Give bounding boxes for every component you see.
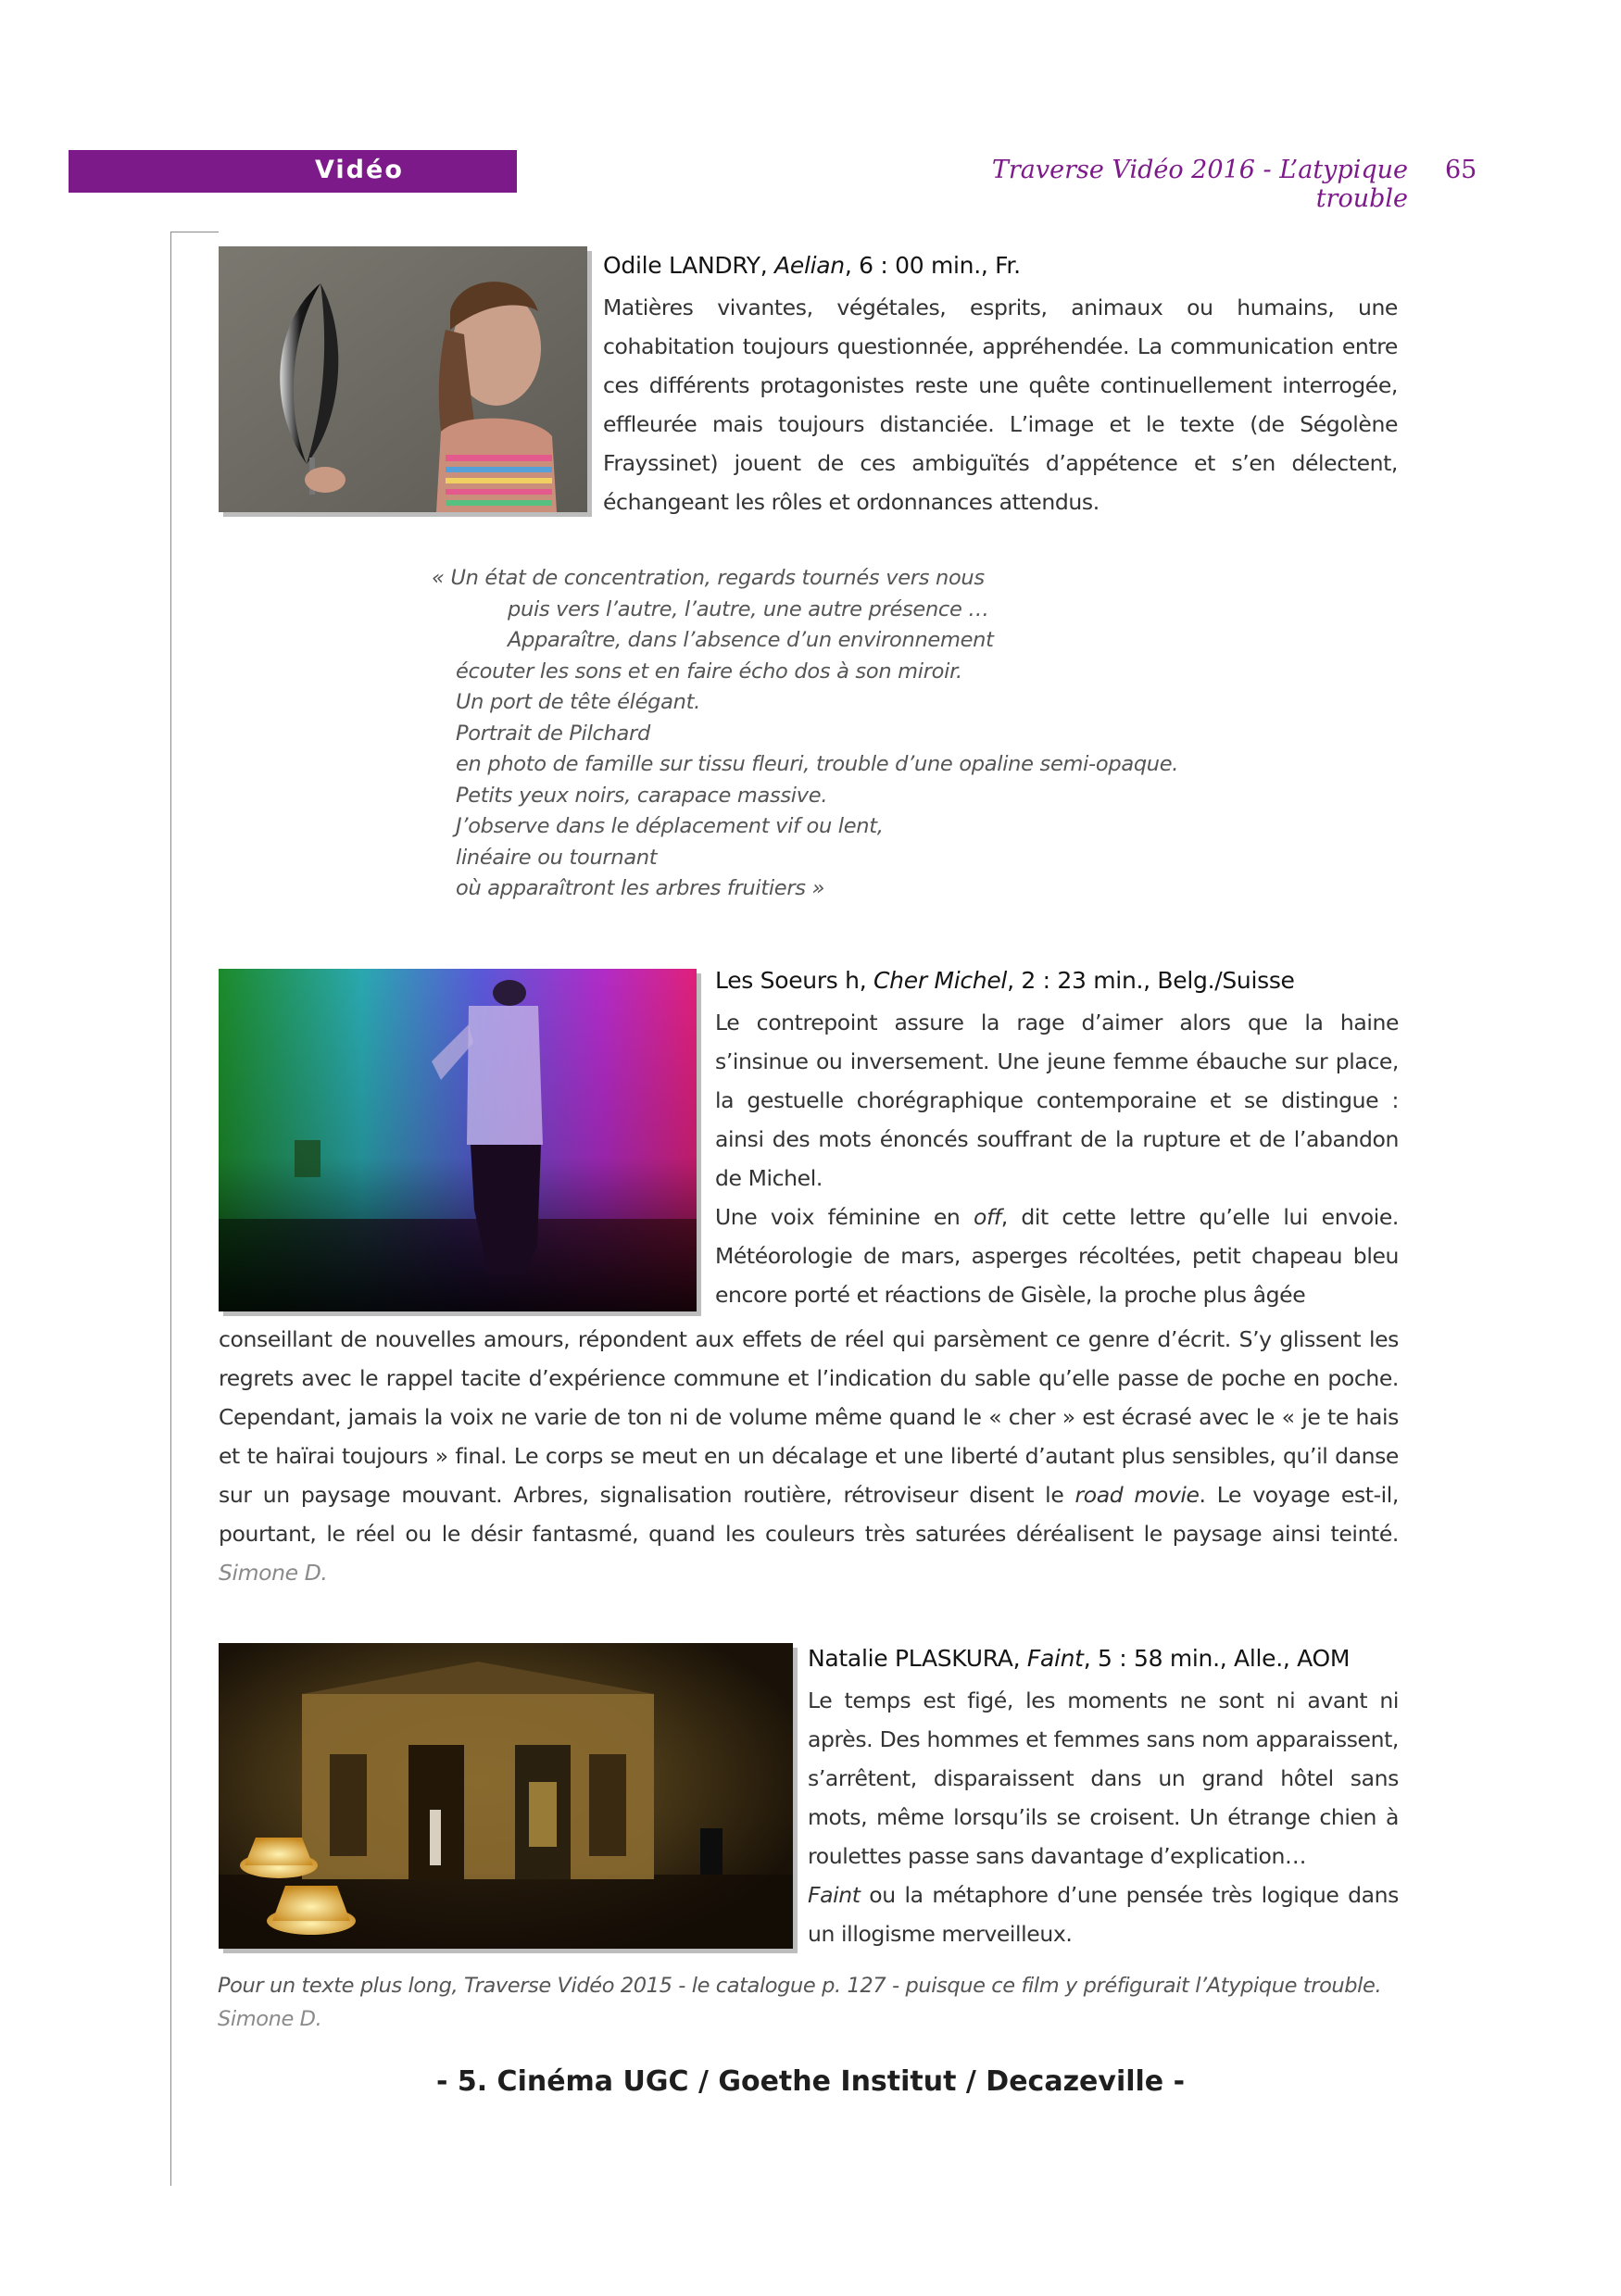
entry-title-aelian: Odile LANDRY, Aelian, 6 : 00 min., Fr. bbox=[603, 252, 1021, 279]
paragraph: Faint ou la métaphore d’une pensée très logique dans un illogisme merveilleux. bbox=[808, 1882, 1399, 1947]
paragraph: Le contrepoint assure la rage d’aimer alors que la haine s’insinue ou inversement. Une jeune femme ébauche sur place, la gestuelle chorégraphique contemporaine et se distingue : ainsi des mots énoncés souffrant de la rupture et de l’abandon de Michel. bbox=[715, 1010, 1399, 1191]
cher-michel-still-image bbox=[219, 969, 697, 1311]
entry-text-aelian: Matières vivantes, végétales, esprits, animaux ou humains, une cohabitation toujours questionnée, appréhendée. La communication entre ces différents protagonistes reste une quête continuellement interrogée, effleurée mais toujours distanciée. L’image et le texte (de Ségolène Frayssinet) jouent de ces ambiguïtés d’appétence et s’en délectent, échangeant les rôles et ordonnances attendus. bbox=[603, 295, 1398, 515]
page-number: 65 bbox=[1445, 156, 1477, 184]
venue-footer: - 5. Cinéma UGC / Goethe Institut / Decazeville - bbox=[435, 2065, 1186, 2098]
paragraph: Une voix féminine en off, dit cette lettre qu’elle lui envoie. Météorologie de mars, asperges récoltées, petit chapeau bleu encore porté et réactions de Gisèle, la proche plus âgée bbox=[715, 1204, 1399, 1308]
paragraph: Le temps est figé, les moments ne sont ni avant ni après. Des hommes et femmes sans nom apparaissent, s’arrêtent, disparaissent dans un grand hôtel sans mots, même lorsqu’ils se croisent. Un étrange chien à roulettes passe sans davantage d’explication… bbox=[808, 1687, 1399, 1869]
faint-still-image bbox=[219, 1643, 793, 1949]
signature: Simone D. bbox=[218, 2007, 322, 2031]
poem-line: Portrait de Pilchard bbox=[456, 721, 650, 746]
poem-line: Un port de tête élégant. bbox=[456, 690, 700, 714]
entry-text-cher-michel bbox=[715, 1003, 1399, 1314]
poem-line: en photo de famille sur tissu fleuri, trouble d’une opaline semi-opaque. bbox=[456, 752, 1179, 776]
faint-caption: Pour un texte plus long, Traverse Vidéo 2015 - le catalogue p. 127 - puisque ce film y préfigurait l’Atypique trouble. Simone D. bbox=[218, 1974, 1382, 2031]
poem-line: Apparaître, dans l’absence d’un environnement bbox=[508, 628, 994, 652]
aelian-still-image bbox=[219, 246, 587, 512]
poem-line: où apparaîtront les arbres fruitiers » bbox=[456, 876, 825, 900]
poem-line: Petits yeux noirs, carapace massive. bbox=[456, 783, 828, 808]
poem-line: écouter les sons et en faire écho dos à son miroir. bbox=[456, 659, 962, 684]
margin-rule-vertical bbox=[170, 232, 171, 2186]
section-header-bar bbox=[69, 150, 517, 193]
running-title: Traverse Vidéo 2016 - L’atypique trouble bbox=[991, 156, 1408, 213]
entry-text-faint bbox=[808, 1681, 1399, 1953]
poem-line: puis vers l’autre, l’autre, une autre présence … bbox=[508, 596, 989, 621]
entry-text-cher-michel-continued: conseillant de nouvelles amours, répondent aux effets de réel qui parsèment ce genre d’écrit. S’y glissent les regrets avec le rappel tacite d’expérience commune et l’indication du sable qu’elle passe de poche en poche. Cependant, jamais la voix ne varie de ton ni de volume même quand le « cher » est écrasé avec le « je te hais et te haïrai toujours » final. Le corps se meut en un décalage et une liberté d’autant plus sensibles, qu’il danse sur un paysage mouvant. Arbres, signalisation routière, rétroviseur disent le road movie. Le voyage est-il, pourtant, le réel ou le désir fantasmé, quand les couleurs très saturées déréalisent le paysage ainsi teinté. Simone D. bbox=[219, 1326, 1399, 1586]
entry-title-cher-michel: Les Soeurs h, Cher Michel, 2 : 23 min., Belg./Suisse bbox=[715, 967, 1295, 994]
section-label: Vidéo bbox=[315, 156, 404, 184]
poem-quote bbox=[432, 563, 1339, 905]
poem-line: linéaire ou tournant bbox=[456, 845, 658, 870]
poem-line: J’observe dans le déplacement vif ou lent, bbox=[456, 814, 884, 838]
signature: Simone D. bbox=[219, 1560, 328, 1586]
entry-title-faint: Natalie PLASKURA, Faint, 5 : 58 min., Alle., AOM bbox=[808, 1645, 1351, 1672]
poem-line: « Un état de concentration, regards tournés vers nous bbox=[432, 566, 985, 590]
